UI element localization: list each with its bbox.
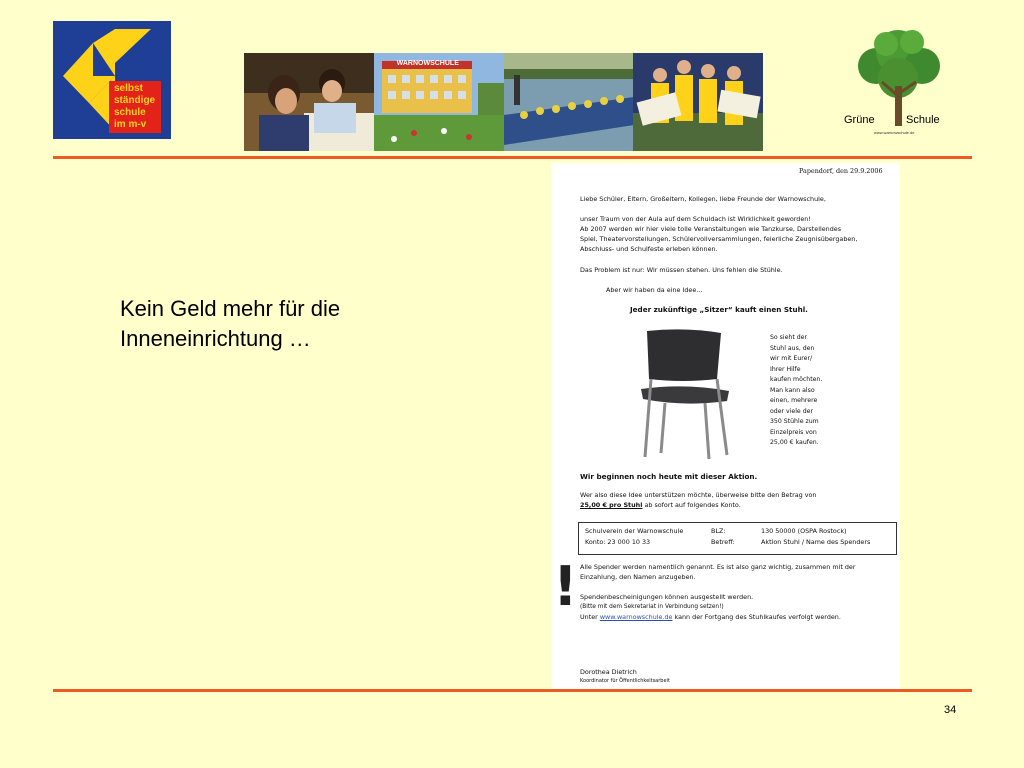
slide-body-text: Kein Geld mehr für die Inneneinrichtung … [120, 296, 341, 351]
subject-label: Betreff: [711, 538, 735, 546]
flyer-begin: Wir beginnen noch heute mit dieser Aktion. [580, 472, 758, 481]
flyer-note-2: Einzahlung, den Namen anzugeben. [580, 573, 696, 581]
signature-role: Koordinator für Öffentlichkeitsarbeit [580, 678, 670, 684]
web-suffix: kann der Fortgang des Stuhlkaufes verfolgt werden. [672, 613, 841, 621]
flyer-problem: Das Problem ist nur: Wir müssen stehen. Uns fehlen die Stühle. [580, 266, 783, 274]
dragon-boat-photo [504, 53, 634, 151]
price-per-chair: 25,00 € pro Stuhl [580, 501, 643, 509]
chair-description: So sieht der Stuhl aus, den wir mit Eurer/ Ihrer Hilfe kaufen möchten. Man kann also einen, mehrere oder viele der 350 Stühle zum Einzelpreis von 25,00 € kaufen. [770, 334, 823, 446]
logo-word-gruene: Grüne [844, 114, 875, 126]
signature-name: Dorothea Dietrich [580, 668, 637, 676]
children-reading-photo [244, 53, 374, 151]
flyer-date: Papendorf, den 29.9.2006 [799, 167, 883, 175]
bottom-divider [53, 689, 972, 692]
blz-label: BLZ: [711, 527, 726, 535]
flyer-intro-1: unser Traum von der Aula auf dem Schuldach ist Wirklichkeit geworden! [580, 215, 811, 223]
flyer-receipt-1: Spendenbescheinigungen können ausgestellt werden. [580, 593, 754, 601]
website-link[interactable]: www.warnowschule.de [599, 613, 673, 621]
flyer-intro-3: Spiel, Theatervorstellungen, Schülervollversammlungen, feierliche Zeugnisübergaben, [580, 235, 858, 243]
flyer-support-2 [580, 501, 741, 510]
top-divider [53, 156, 972, 159]
chair-icon [635, 327, 739, 463]
flyer-greeting: Liebe Schüler, Eltern, Großeltern, Kollegen, liebe Freunde der Warnowschule, [580, 195, 826, 203]
flyer-intro-4: Abschluss- und Schulfeste erleben können. [580, 245, 718, 253]
logo-text: selbst ständige schule im m-v [114, 83, 156, 130]
blz-value: 130 50000 (OSPA Rostock) [761, 527, 847, 535]
exclamation-icon: ! [553, 555, 578, 618]
bank-account-box [578, 522, 897, 555]
flyer-support-1: Wer also diese Idee unterstützen möchte, überweise bitte den Betrag von [580, 491, 817, 499]
flyer-note-1: Alle Spender werden namentlich genannt. Es ist also ganz wichtig, zusammen mit der [580, 563, 856, 571]
flyer-web-line [580, 613, 841, 622]
building-sign: WARNOWSCHULE [396, 60, 459, 67]
warnowschule-building-photo [374, 53, 504, 151]
support-rest: ab sofort auf folgendes Konto. [642, 501, 741, 509]
account-number: Konto: 23 000 10 33 [585, 538, 651, 546]
flyer-intro-2: Ab 2007 werden wir hier viele tolle Veranstaltungen wie Tanzkurse, Darstellendes [580, 225, 842, 233]
subject-value: Aktion Stuhl / Name des Spenders [761, 538, 871, 546]
flyer-headline: Jeder zukünftige „Sitzer“ kauft einen Stuhl. [630, 305, 808, 314]
account-holder: Schulverein der Warnowschule [585, 527, 684, 535]
page-number: 34 [944, 704, 957, 716]
flyer-idea: Aber wir haben da eine Idee… [606, 286, 703, 294]
donation-check-photo [633, 53, 763, 151]
logo-word-schule: Schule [906, 114, 940, 126]
gruene-schule-logo [846, 24, 950, 140]
selbststaendige-schule-logo [53, 21, 171, 139]
chair-campaign-flyer [551, 163, 900, 689]
logo-url: www.warnowschule.de [874, 130, 915, 135]
flyer-receipt-2: (Bitte mit dem Sekretariat in Verbindung setzen!) [580, 604, 724, 610]
photo-strip [244, 53, 763, 151]
web-prefix: Unter [580, 613, 600, 621]
